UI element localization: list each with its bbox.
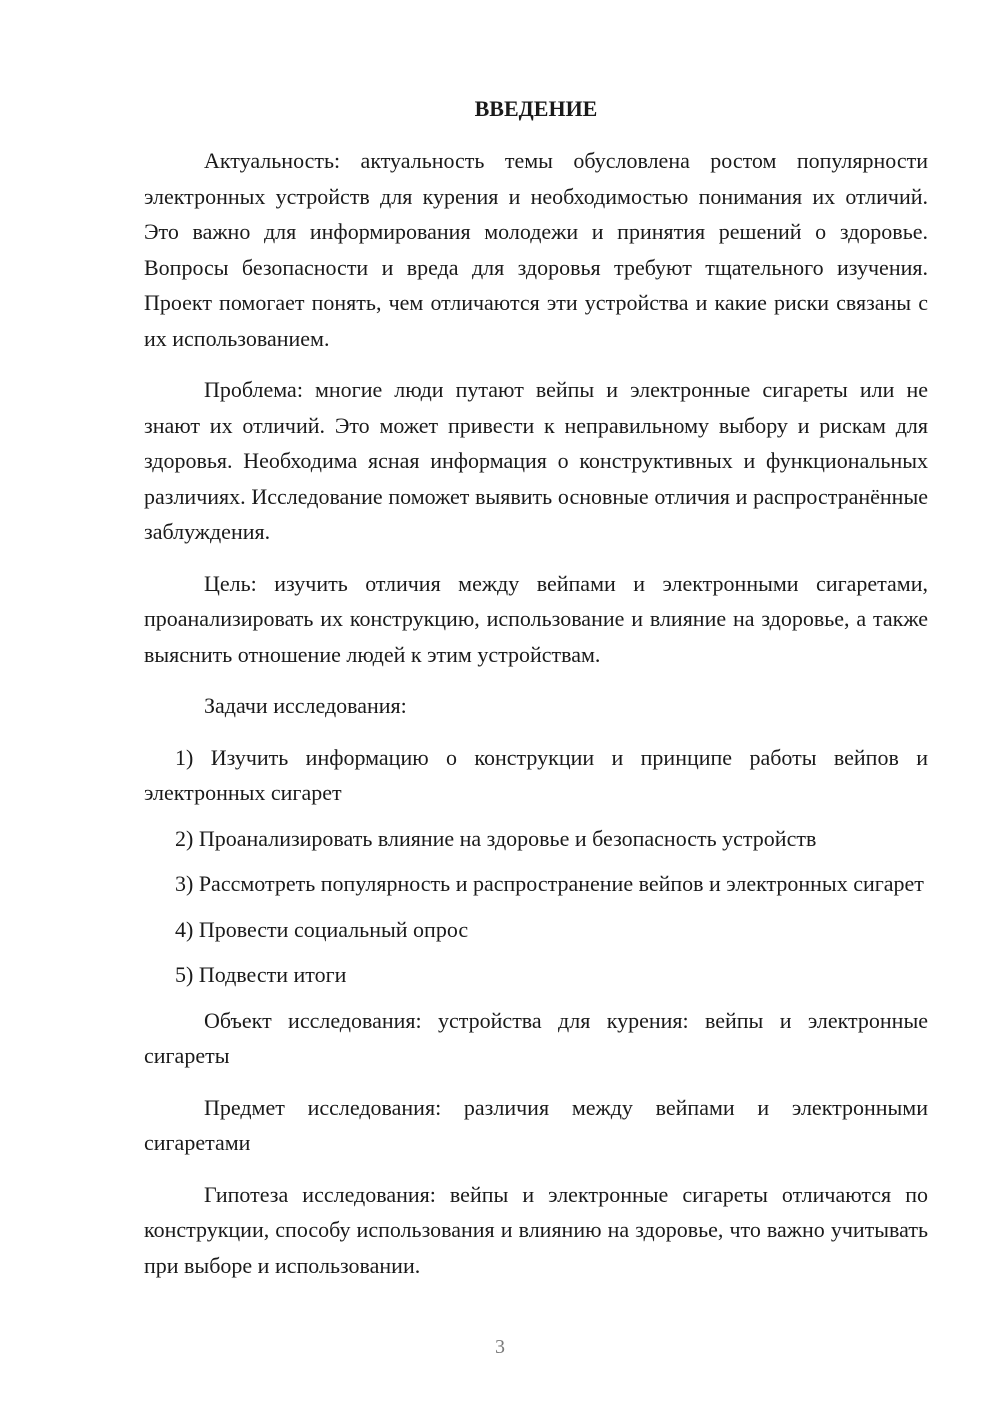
task-item-3: 3) Рассмотреть популярность и распространение вейпов и электронных сигарет	[175, 871, 924, 896]
task-item-4: 4) Провести социальный опрос	[175, 916, 469, 942]
section-heading: ВВЕДЕНИЕ	[474, 96, 598, 121]
problem-paragraph: Проблема: многие люди путают вейпы и электронные сигареты или не знают их отличий. Это может привести к неправильному выбору и рискам для здоровья. Необходима ясная информация о конструктивных и функциональных различиях. Исследование поможет выявить основные отличия и распространённые заблуждения.	[144, 377, 928, 544]
task-item-1: 1) Изучить информацию о конструкции и принципе работы вейпов и электронных сигарет	[144, 744, 928, 805]
goal-paragraph: Цель: изучить отличия между вейпами и электронными сигаретами, проанализировать их конструкцию, использование и влияние на здоровье, а также выяснить отношение людей к этим устройствам.	[144, 570, 928, 667]
task-item-5: 5) Подвести итоги	[175, 962, 347, 987]
tasks-heading-paragraph: Задачи исследования:	[204, 693, 407, 718]
document-page	[144, 92, 928, 1299]
subject-paragraph: Предмет исследования: различия между вейпами и электронными сигаретами	[144, 1094, 928, 1155]
relevance-paragraph: Актуальность: актуальность темы обусловлена ростом популярности электронных устройств для курения и необходимостью понимания их отличий. Это важно для информирования молодежи и принятия решений о здоровье. Вопросы безопасности и вреда для здоровья требуют тщательного изучения. Проект помогает понять, чем отличаются эти устройства и какие риски связаны с их использованием.	[144, 148, 928, 351]
hypothesis-paragraph: Гипотеза исследования: вейпы и электронные сигареты отличаются по конструкции, способу использования и влиянию на здоровье, что важно учитывать при выборе и использовании.	[144, 1181, 928, 1278]
task-item-2: 2) Проанализировать влияние на здоровье и безопасность устройств	[175, 825, 817, 851]
page-number: 3	[495, 1336, 505, 1358]
object-paragraph: Объект исследования: устройства для курения: вейпы и электронные сигареты	[144, 1007, 928, 1068]
